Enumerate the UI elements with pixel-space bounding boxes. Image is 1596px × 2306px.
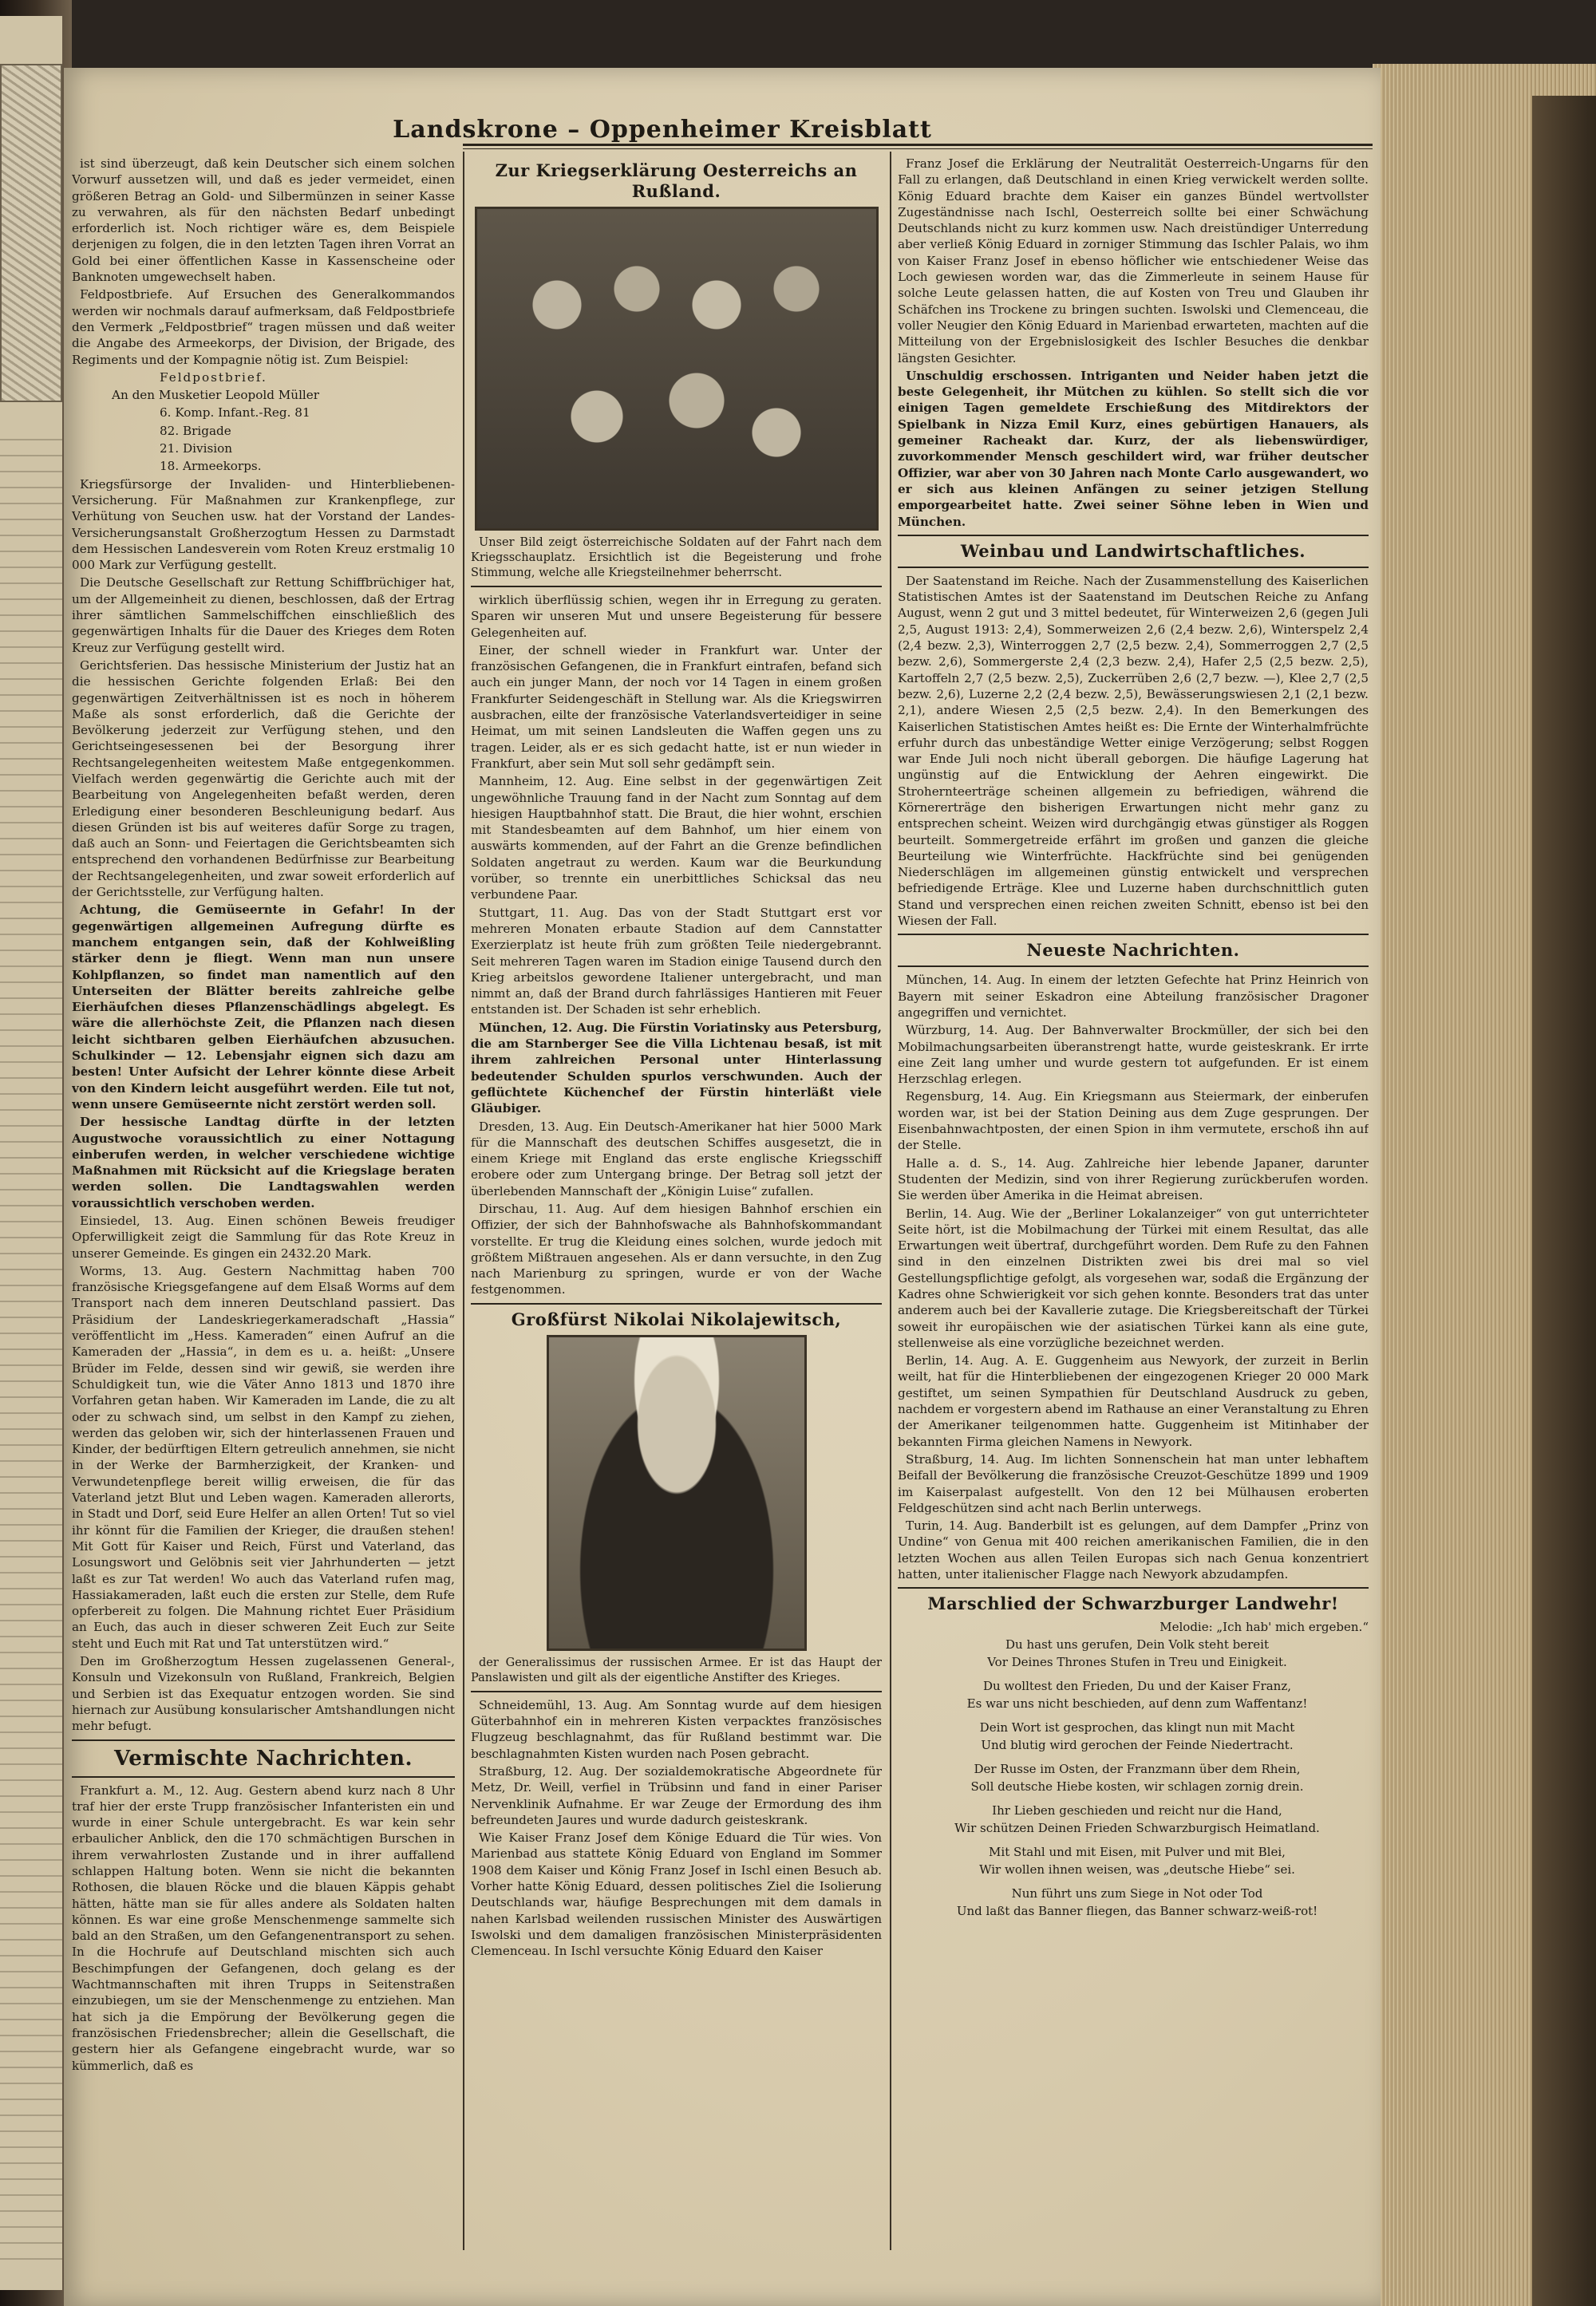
article-kriegsfuersorge: Kriegsfürsorge der Invaliden- und Hinterbliebenen-Versicherung. Für Maßnahmen zur Krankenpflege, zur Verhütung von Seuchen usw. hat der Vorstand der Landes-Versicherungsanstalt Großherzogtum Hessen zu Darmstadt dem Hessischen Landesverein vom Roten Kreuz erstmalig 10 000 Mark zur Verfügung gestellt.: [72, 476, 455, 573]
poem-line: Und blutig wird gerochen der Feinde Niedertracht.: [981, 1738, 1294, 1753]
column-3: [898, 156, 1369, 2230]
facing-page-fragment: [0, 16, 62, 2290]
poem-line: Wir schützen Deinen Frieden Schwarzburgisch Heimatland.: [954, 1821, 1320, 1836]
poem-line: Ihr Lieben geschieden und reicht nur die Hand,: [992, 1803, 1282, 1818]
section-rule: [898, 934, 1369, 935]
melodie-line: Melodie: „Ich hab' mich ergeben.“: [1159, 1620, 1369, 1635]
article-strassburg: Straßburg, 12. Aug. Der sozialdemokratische Abgeordnete für Metz, Dr. Weill, verfiel in Trübsinn und fand in einer Pariser Nervenklinik Aufnahme. Er war Zeuge der Ermordung des ihm befreundeten Jaures und wurde dadurch geisteskrank.: [471, 1763, 882, 1827]
section-rule: [471, 586, 882, 587]
poem-line: Mit Stahl und mit Eisen, mit Pulver und mit Blei,: [989, 1845, 1286, 1860]
article-dresden: Dresden, 13. Aug. Ein Deutsch-Amerikaner hat hier 5000 Mark für die Mannschaft des deutschen Schiffes ausgesetzt, die in einem Kriege mit England das erste englische Kriegsschiff erobere oder zum Untergang bringe. Der Betrag soll jetzt der überlebenden Mannschaft der „Königin Luise“ zufallen.: [471, 1119, 882, 1198]
article-berlin-guggenheim: Berlin, 14. Aug. A. E. Guggenheim aus Newyork, der zurzeit in Berlin weilt, hat für die Hinterbliebenen der eingezogenen Krieger 20 000 Mark gestiftet, um seinen Sympathien für Deutschland Ausdruck zu geben, nachdem er vorgestern abend im Rathause an einer Veranstaltung zu Ehren der Amerikaner teilgenommen hatte. Guggenheim ist Mitinhaber der bekannten Firma gleichen Namens in Newyork.: [898, 1353, 1369, 1449]
poem-line: Der Russe im Osten, der Franzmann über dem Rhein,: [974, 1762, 1301, 1777]
section-rule: [898, 965, 1369, 967]
article-mut: wirklich überflüssig schien, wegen ihr in Erregung zu geraten. Sparen wir unseren Mut und unsere Begeisterung für bessere Gelegenheiten auf.: [471, 593, 882, 640]
weinbau-headline: Weinbau und Landwirtschaftliches.: [960, 540, 1306, 561]
address-heading: Feldpostbrief.: [160, 369, 267, 385]
nikolai-headline: Großfürst Nikolai Nikolajewitsch,: [511, 1309, 842, 1329]
section-rule: [898, 1587, 1369, 1589]
article-landtag: Der hessische Landtag dürfte in der letzten Augustwoche voraussichtlich zu einer Nottagung einberufen werden, in welcher verschiedene wichtige Maßnahmen mit Rücksicht auf die Kriegslage beraten werden sollen. Die Landtagswahlen werden voraussichtlich verschoben werden.: [72, 1115, 455, 1210]
masthead-rule: [463, 144, 1373, 146]
article-gold: ist sind überzeugt, daß kein Deutscher sich einem solchen Vorwurf aussetzen will, und daß es jeder vermeidet, einen größeren Betrag an Gold- und Silbermünzen in seiner Kasse zu verwahren, als für den nächsten Bedarf unbedingt erforderlich ist. Noch richtiger wäre es, dem Beispiele derjenigen zu folgen, die in den letzten Tagen ihren Vorrat an Gold bei einer öffentlichen Kasse in Kassenscheine oder Banknoten umgewechselt haben.: [72, 156, 455, 285]
section-rule: [898, 535, 1369, 536]
soldiers-photo-caption: Unser Bild zeigt österreichische Soldaten auf der Fahrt nach dem Kriegsschauplatz. Ersichtlich ist die Begeisterung und frohe Stimmung, welche alle Kriegsteilnehmer beherrscht.: [471, 536, 882, 579]
address-line: 6. Komp. Infant.-Reg. 81: [160, 405, 310, 421]
article-berlin-tuerkei: Berlin, 14. Aug. Wie der „Berliner Lokalanzeiger“ von gut unterrichteter Seite hört, ist die Mobilmachung der Türkei mit einem Resultat, das alle Erwartungen weit übertraf, durchgeführt worden. Dem Rufe zu den Fahnen sind in den einzelnen Distrikten zwei bis drei mal so viel Gestellungspflichtige gefolgt, als vorgesehen war, sodaß die Ergänzung der Kadres ohne Schwierigkeit vor sich gehen konnte. Besonders trat das unter anderem auch bei der Kavallerie zutage. Die Kriegsbereitschaft der Türkei soweit ihr europäischen wie der asiatischen Türkei kann als eine gute, stellenweise als eine vorzügliche bezeichnet werden.: [898, 1206, 1369, 1350]
article-gemueseernte: Achtung, die Gemüseernte in Gefahr! In der gegenwärtigen allgemeinen Aufregung dürfte es manchem entgangen sein, daß der Kohlweißling stärker denn je fliegt. Wenn man nun unsere Kohlpflanzen, so findet man namentlich auf den Unterseiten der Blätter bereits zahlreiche gelbe Eierhäufchen dieses Pflanzenschädlings abgelegt. Es wäre die allerhöchste Zeit, die Pflanzen nach diesen leicht sichtbaren gelben Eierhäufchen abzusuchen. Schulkinder — 12. Lebensjahr eignen sich dazu am besten! Unter Aufsicht der Lehrer könnte diese Arbeit von den Kindern leicht ausgeführt werden. Eile tut not, wenn unsere Gemüseernte nicht zerstört werden soll.: [72, 902, 455, 1112]
section-rule: [72, 1739, 455, 1741]
column-rule-2: [890, 152, 891, 2250]
soldiers-photo: [475, 207, 879, 531]
article-frankfurt: Frankfurt a. M., 12. Aug. Gestern abend kurz nach 8 Uhr traf hier der erste Trupp französischer Infanteristen ein und wurde in einer Schule untergebracht. Es war kein sehr erbaulicher Anblick, den die 170 schmächtigen Burschen in ihrem verwahrlosten Zustande und in ihrer auffallend schlappen Haltung boten. Wenn sie nicht die bekannten Rothosen, die blauen Röcke und die blauen Käppis gehabt hätten, hätte man sie für alles andere als Soldaten halten können. Es war eine große Menschenmenge sammelte sich bald an den Straßen, um den Gefangenentransport zu sehen. In die Hochrufe auf Deutschland mischten sich auch Beschimpfungen der Gefangenen, doch gelang es der Wachtmannschaften mit ihren Trupps in Seitenstraßen einzubiegen, um sie der Menschenmenge zu entziehen. Man hat sich ja die Empörung der Bevölkerung gegen die französischen Friedensbrecher; allein die Gesellschaft, die gestern hier als Gefangene eingebracht wurde, war so kümmerlich, daß es: [72, 1783, 455, 2073]
address-line: 18. Armeekorps.: [160, 459, 262, 474]
article-feldpost: Feldpostbriefe. Auf Ersuchen des Generalkommandos werden wir nochmals darauf aufmerksam, daß Feldpostbriefe den Vermerk „Feldpostbrief“ tragen müssen und daß weiter die Angabe des Armeekorps, der Division, der Brigade, des Regiments und der Kompagnie nötig ist. Zum Beispiel:: [72, 287, 455, 367]
masthead: Landskrone – Oppenheimer Kreisblatt: [393, 116, 932, 144]
article-mannheim: Mannheim, 12. Aug. Eine selbst in der gegenwärtigen Zeit ungewöhnliche Trauung fand in der Nacht zum Sonntag auf dem hiesigen Hauptbahnhof statt. Die Braut, die hier wohnt, erschien mit Standesbeamten auf dem Bahnhof, um hier einem von auswärts kommenden, auf der Fahrt an die Grenze befindlichen Soldaten angetraut zu werden. Kaum war die Beurkundung vorüber, so trennte ein unerbittliches Schicksal das neu verbundene Paar.: [471, 774, 882, 902]
article-wuerzburg: Würzburg, 14. Aug. Der Bahnverwalter Brockmüller, der sich bei den Mobilmachungsarbeiten überanstrengt hatte, wurde geisteskrank. Er irrte eine Zeit lang umher und wurde gestern tot aufgefunden. Er ist einem Herzschlag erlegen.: [898, 1023, 1369, 1087]
address-line: 21. Division: [160, 441, 233, 456]
poem-line: Wir wollen ihnen weisen, was „deutsche Hiebe“ sei.: [979, 1862, 1295, 1878]
article-strassburg-14: Straßburg, 14. Aug. Im lichten Sonnenschein hat man unter lebhaftem Beifall der Bevölkerung die französische Creuzot-Geschütze 1899 und 1909 im Kaiserpalast aufgestellt. Von den 12 bei Mülhausen eroberten Feldgeschützen sind acht nach Berlin unterwegs.: [898, 1451, 1369, 1515]
article-franz-josef: Wie Kaiser Franz Josef dem Könige Eduard die Tür wies. Von Marienbad aus stattete König Eduard von England im Sommer 1908 dem Kaiser und König Franz Josef in Ischl einen Besuch ab. Vorher hatte König Eduard, dessen politisches Ziel die Isolierung Deutschlands war, häufige Besprechungen mit dem damals in nahen Karlsbad weilenden russischen Minister des Auswärtigen Iswolski und dem damaligen französischen Ministerpräsidenten Clemenceau. In Ischl versuchte König Eduard den Kaiser: [471, 1830, 882, 1959]
facing-page-map: [0, 64, 62, 402]
poem-line: Du wolltest den Frieden, Du und der Kaiser Franz,: [982, 1679, 1292, 1694]
marschlied-headline: Marschlied der Schwarzburger Landwehr!: [927, 1593, 1339, 1614]
article-gerichtsferien: Gerichtsferien. Das hessische Ministerium der Justiz hat an die hessischen Gerichte folgenden Erlaß: Bei den gegenwärtigen Zeitverhältnissen ist es noch in höherem Maße als sonst erforderlich, daß die Gerichte der Bevölkerung jederzeit zur Verfügung stehen, und den Gerichtseingesessenen bei der Besorgung ihrer Rechtsangelegenheiten weitestem Maße entgegenkommen. Vielfach werden gegenwärtig die Gerichte auch mit der Bearbeitung von Angelegenheiten befaßt werden, deren Erledigung einer besonderen Beschleunigung bedarf. Aus diesen Gründen ist bis auf weiteres dafür Sorge zu tragen, daß auch an Sonn- und Feiertagen die Gerichtsbeamten sich entsprechend den vorhandenen Bedürfnisse zur Bearbeitung der Rechtsangelegenheiten, und zwar soweit erforderlich auf der Gerichtsstelle, zur Verfügung halten.: [72, 657, 455, 900]
article-exequatur: Den im Großherzogtum Hessen zugelassenen General-, Konsuln und Vizekonsuln von Rußland, Frankreich, Belgien und Serbien ist das Exequatur entzogen worden. Sie sind hiernach zur Ausübung konsularischer Amtshandlungen nicht mehr befugt.: [72, 1654, 455, 1734]
article-unschuldig: Unschuldig erschossen. Intriganten und Neider haben jetzt die beste Gelegenheit, ihr Mütchen zu kühlen. So stellt sich die vor einigen Tagen gemeldete Erschießung des Mitdirektors der Spielbank in Nizza Emil Kurz, eines gebürtigen Hanauers, als gemeiner Racheakt dar. Kurz, der als liebenswürdiger, zuvorkommender Mensch geschildert wird, war früher deutscher Offizier, war aber von 30 Jahren nach Monte Carlo ausgewandert, wo er sich aus kleinen Anfängen zu seiner jetzigen Stellung emporgearbeitet hatte. Zwei seiner Söhne leben in Wien und München.: [898, 368, 1369, 529]
article-einsiedel: Einsiedel, 13. Aug. Einen schönen Beweis freudiger Opferwilligkeit zeigt die Sammlung für das Rote Kreuz in unserer Gemeinde. Es gingen ein 2432.20 Mark.: [72, 1214, 455, 1261]
vermischte-headline: Vermischte Nachrichten.: [113, 1746, 413, 1771]
article-schneidemuehl: Schneidemühl, 13. Aug. Am Sonntag wurde auf dem hiesigen Güterbahnhof ein in mehreren Kisten verpacktes französisches Flugzeug beschlagnahmt, das für Rußland bestimmt war. Die beschlagnahmten Kisten wurden nach Posen gebracht.: [471, 1697, 882, 1761]
facing-page-text: [0, 431, 62, 2266]
section-rule: [72, 1776, 455, 1778]
article-stuttgart: Stuttgart, 11. Aug. Das von der Stadt Stuttgart erst vor mehreren Monaten erbaute Stadion auf dem Cannstatter Exerzierplatz ist heute früh zum größten Teile niedergebrannt. Seit mehreren Tagen waren im Stadion einige Tausend durch den Krieg arbeitslos gewordene Italiener untergebracht, und man nimmt an, daß der Brand durch fahrlässiges Hantieren mit Feuer entstanden ist. Der Schaden ist sehr erheblich.: [471, 905, 882, 1017]
poem-line: Vor Deines Thrones Stufen in Treu und Einigkeit.: [987, 1655, 1287, 1670]
section-rule: [471, 1691, 882, 1692]
article-regensburg: Regensburg, 14. Aug. Ein Kriegsmann aus Steiermark, der einberufen worden war, ist bei der Station Deining aus dem Zuge gesprungen. Der Eisenbahnwachtposten, der einen Spion in ihm vermutete, erschoß ihn auf der Stelle.: [898, 1089, 1369, 1153]
article-dirschau: Dirschau, 11. Aug. Auf dem hiesigen Bahnhof erschien ein Offizier, der sich der Bahnhofswache als Bahnhofskommandant vorstellte. Er trug die Kleidung eines solchen, wurde jedoch mit größtem Mißtrauen angesehen. Als er dann versuchte, in den Zug nach Marienburg zu springen, wurde er von der Wache festgenommen.: [471, 1201, 882, 1297]
article-frankfurt-return: Einer, der schnell wieder in Frankfurt war. Unter der französischen Gefangenen, die in Frankfurt eintrafen, befand sich auch ein junger Mann, der noch vor 14 Tagen in einem großen Frankfurter Seidengeschäft in Stellung war. Als die Kriegswirren ausbrachen, eilte der französische Vaterlandsverteidiger in seine Heimat, um mit seinen Landsleuten die Waffen gegen uns zu tragen. Leider, als er es sich gedacht hatte, ist er nun wieder in Frankfurt, aber sein Mut soll sehr gedämpft sein.: [471, 642, 882, 771]
article-franz-josef-cont: Franz Josef die Erklärung der Neutralität Oesterreich-Ungarns für den Fall zu erlangen, daß Deutschland in einen Krieg verwickelt werden sollte. König Eduard brachte dem Kaiser ein ganzes Bündel wertvollster Zugeständnisse nach Ischl, Oesterreich sollte bei einer Schwächung Deutschlands nicht zu kurz kommen usw. Nach dreistündiger Unterredung aber verließ König Eduard in zorniger Stimmung das Ischler Palais, wo ihm von Kaiser Franz Josef in ebenso höflicher wie entschiedener Weise das Loch gewiesen worden war, das die Zimmerleute in seinem Hause für solche Leute gelassen hatten, die auf Kosten von Treu und Glauben ihr Schäfchen ins Trockene zu bringen suchten. Iswolski und Clemenceau, die voller Neugier den König Eduard in Marienbad erwarteten, machten auf die Mitteilung von der Ergebnislosigkeit des Ischler Besuches die denkbar längsten Gesichter.: [898, 156, 1369, 365]
book-cover-edge: [1532, 96, 1596, 2306]
article-halle: Halle a. d. S., 14. Aug. Zahlreiche hier lebende Japaner, darunter Studenten der Medizin, sind von ihrer Regierung zurückberufen worden. Sie werden über Amerika in die Heimat abreisen.: [898, 1155, 1369, 1203]
column-rule-1: [463, 152, 464, 2250]
nikolai-caption: der Generalissimus der russischen Armee. Er ist das Haupt der Panslawisten und gilt als der eigentliche Anstifter des Krieges.: [471, 1656, 882, 1684]
article-muenchen: München, 12. Aug. Die Fürstin Voriatinsky aus Petersburg, die am Starnberger See die Villa Lichtenau besaß, ist mit ihrem zahlreichen Personal unter Hinterlassung bedeutender Schulden spurlos verschwunden. Auch der geflüchtete Küchenchef der Fürstin hinterläßt viele Gläubiger.: [471, 1020, 882, 1116]
poem-line: Nun führt uns zum Siege in Not oder Tod: [1011, 1886, 1263, 1901]
article-saatenstand: Der Saatenstand im Reiche. Nach der Zusammenstellung des Kaiserlichen Statistischen Amtes ist der Saatenstand im Deutschen Reiche zu Anfang August, wenn 2 gut und 3 mittel bedeutet, für Winterweizen 2,6 (gegen Juli 2,5, August 1913: 2,4), Sommerweizen 2,6 (2,4 bezw. 2,6), Winterspelz 2,4 (2,4 bezw. 2,3), Winterroggen 2,7 (2,5 bezw. 2,4), Sommerroggen 2,7 (2,5 bezw. 2,6), Sommergerste 2,4 (2,3 bezw. 2,4), Hafer 2,5 (2,5 bezw. 2,5), Kartoffeln 2,7 (2,5 bezw. 2,5), Zuckerrüben 2,6 (2,7 bezw. —), Klee 2,7 (2,5 bezw. 2,6), Luzerne 2,2 (2,4 bezw. 2,5), Bewässerungswiesen 2,1 (2,1 bezw. 2,1), andere Wiesen 2,5 (2,5 bezw. 2,4). In den Bemerkungen des Kaiserlichen Statistischen Amtes heißt es: Die Ernte der Winterhalmfrüchte erfuhr durch das unbeständige Wetter einige Verzögerung; selbst Roggen war Ende Juli noch nicht überall geborgen. Die häufige Lagerung hat ungünstig auf die Entwicklung der Aehren eingewirkt. Die Strohernteerträge scheinen allgemein zu befriedigen, während die Körnererträge den bisherigen Erwartungen nicht mehr ganz zu entsprechen scheint. Weizen wird durchgängig etwas günstiger als Roggen beurteilt. Sommergetreide erfährt im großen und ganzen die gleiche Beurteilung wie Winterfrüchte. Hackfrüchte sind bei genügenden Niederschlägen im allgemeinen günstig entwickelt und versprechen befriedigende Erträge. Klee und Luzerne haben durchschnittlich guten Stand und versprechen einen reichen zweiten Schnitt, ebenso ist bei den Wiesen der Fall.: [898, 573, 1369, 929]
section-rule: [898, 567, 1369, 568]
article-schiffbruechige: Die Deutsche Gesellschaft zur Rettung Schiffbrüchiger hat, um der Allgemeinheit zu dienen, beschlossen, daß der Ertrag ihrer sämtlichen Sammelschiffchen einschließlich des gegenwärtigen Inhalts für die Dauer des Krieges dem Roten Kreuz zur Verfügung gestellt wird.: [72, 575, 455, 655]
poem-line: Und laßt das Banner fliegen, das Banner schwarz-weiß-rot!: [956, 1904, 1318, 1919]
column-2: [471, 156, 882, 2230]
column-1: [72, 156, 455, 2230]
masthead-rule-thin: [463, 148, 1373, 149]
address-line: An den Musketier Leopold Müller: [112, 388, 320, 403]
article-worms: Worms, 13. Aug. Gestern Nachmittag haben 700 französische Kriegsgefangene auf dem Elsaß Worms auf dem Transport nach dem inneren Deutschland passiert. Das Präsidium der Landeskriegerkameradschaft „Hassia“ veröffentlicht im „Hess. Kameraden“ einen Aufruf an die Kameraden der „Hassia“, in dem es u. a. heißt: „Unsere Brüder im Felde, dessen sind wir gewiß, sie werden ihre Schuldigkeit tun, wie die Väter Anno 1813 und 1870 ihre Vorfahren getan haben. Wir Kameraden im Lande, die zu alt oder zu schwach sind, um selbst in den Kampf zu ziehen, werden das geloben wir, sich der hinterlassenen Frauen und Kinder, der bedürftigen Eltern getreulich annehmen, sie nicht in der Werke der Barmherzigkeit, der Kranken- und Verwundetenpflege bereit willig erweisen, die für das Vaterland jetzt Blut und Leben wagen. Kameraden allerorts, in Stadt und Dorf, seid Eure Helfer an allen Orten! Tut so viel ihr könnt für die Familien der Krieger, die draußen stehen! Mit Gott für Kaiser und Reich, Fürst und Vaterland, das Losungswort und Gelöbnis seit vier Jahrhunderten — jetzt laßt es zur Tat werden! Wo auch das Vaterland rufen mag, Hassiakameraden, laßt euch die ersten zur Stelle, dem Rufe opferbereit zu folgen. Die Mahnung richtet Euer Präsidium an Euch, das auch in dieser schweren Zeit Euch zur Seite steht und Euch mit Rat und Tat unterstützen wird.“: [72, 1263, 455, 1651]
poem-line: Soll deutsche Hiebe kosten, wir schlagen zornig drein.: [970, 1779, 1304, 1795]
section-rule: [471, 1303, 882, 1305]
address-line: 82. Brigade: [160, 423, 231, 438]
poem-line: Du hast uns gerufen, Dein Volk steht bereit: [1005, 1637, 1269, 1653]
poem-line: Dein Wort ist gesprochen, das klingt nun mit Macht: [979, 1720, 1295, 1735]
article-muenchen-14: München, 14. Aug. In einem der letzten Gefechte hat Prinz Heinrich von Bayern mit seiner Eskadron eine Abteilung französischer Dragoner angegriffen und vernichtet.: [898, 973, 1369, 1020]
poem-line: Es war uns nicht beschieden, auf denn zum Waffentanz!: [966, 1696, 1308, 1712]
neueste-headline: Neueste Nachrichten.: [1026, 940, 1240, 961]
nikolai-portrait: [547, 1335, 807, 1651]
newspaper-page: [64, 68, 1381, 2306]
kriegserklaerung-headline: Zur Kriegserklärung Oesterreichs an Rußland.: [495, 160, 858, 201]
article-turin: Turin, 14. Aug. Banderbilt ist es gelungen, auf dem Dampfer „Prinz von Undine“ von Genua mit 400 reichen amerikanischen Familien, die in den letzten Wochen aus allen Teilen Europas sich nach Genua konzentriert hatten, unter italienischer Flagge nach Newyork abzudampfen.: [898, 1518, 1369, 1582]
